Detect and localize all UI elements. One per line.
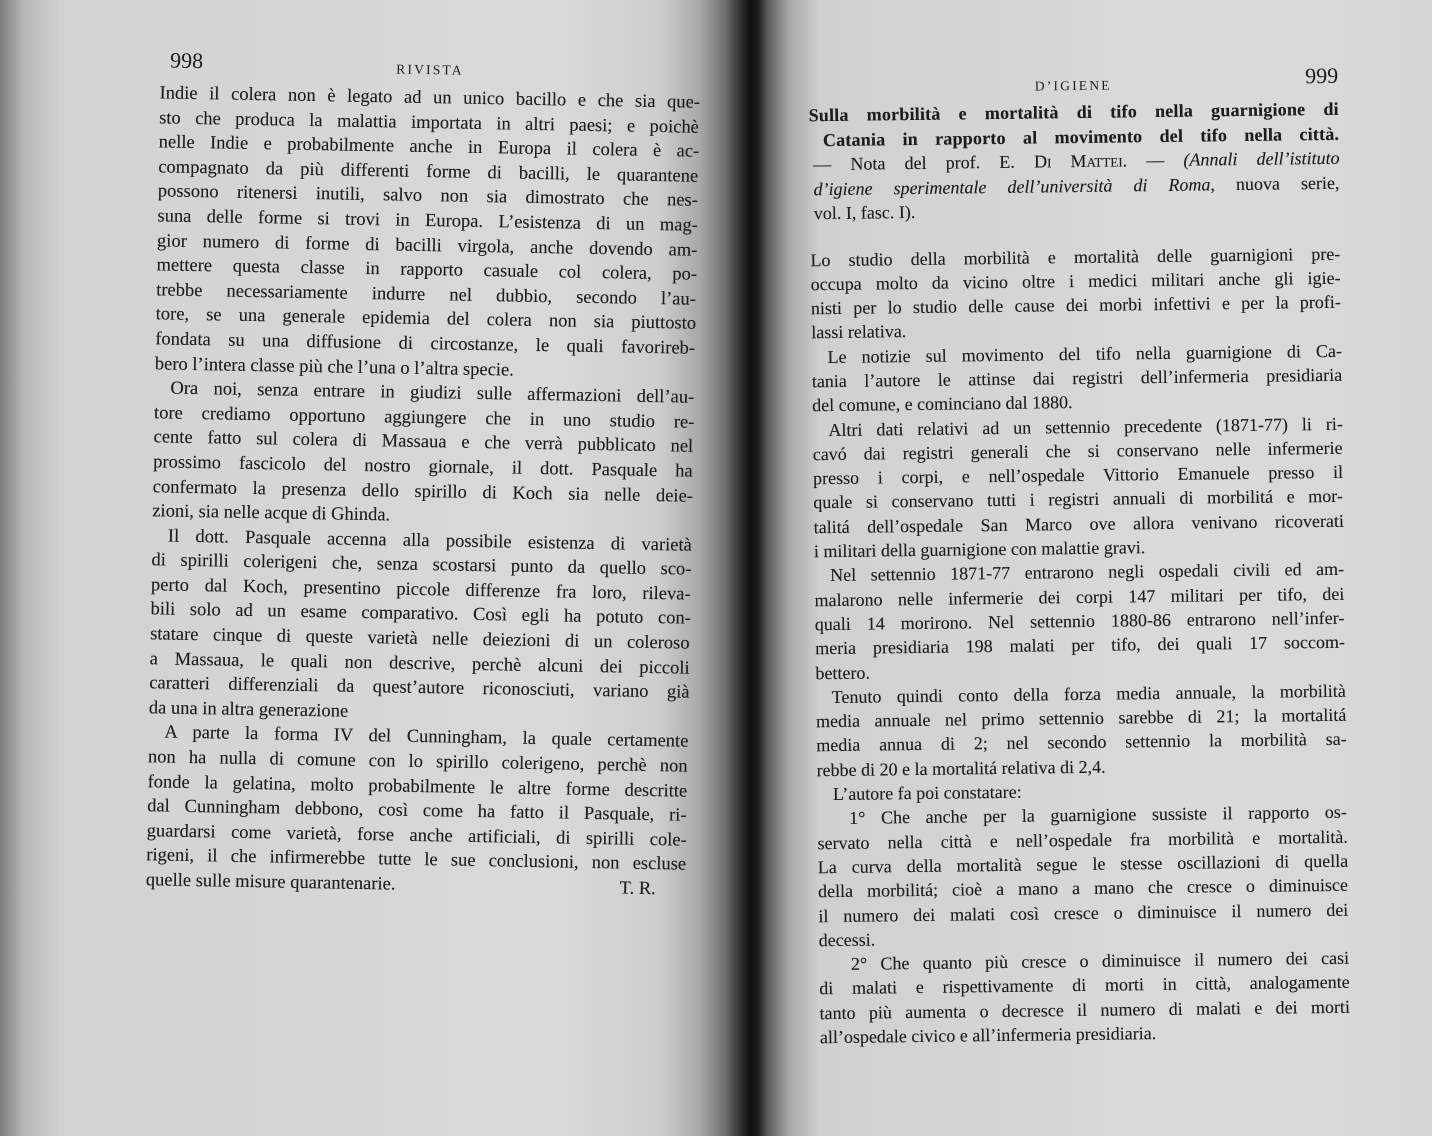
text-line-content: prossimo fascicolo del nostro giornale, il dott. Pasquale ha	[152, 452, 693, 482]
text-line-content: tore, se una generale epidemia del colera non sia piuttosto	[155, 304, 697, 335]
text-line-content: A parte la forma IV del Cunningham, la quale certamente	[164, 722, 689, 753]
text-line-content: guardarsi come varietà, forse anche artificiali, di spirilli cole-	[146, 821, 687, 851]
text-line-content: 2° Che quanto più cresce o diminuisce il numero dei casi	[850, 947, 1350, 974]
text-line-content: perto dal Koch, presentino piccole differenze fra loro, rileva-	[150, 575, 691, 605]
text-line-content: rigeni, il che infirmerebbe tutte le sue conclusioni, non escluse	[146, 845, 687, 876]
article-citation-text: vol. I, fasc. I).	[813, 201, 916, 224]
text-line-content: lassi relativa.	[811, 321, 907, 343]
text-line-content: nelle Indie e probabilmente anche in Europa il colera è ac-	[158, 132, 700, 162]
text-line-content: cavó dai registri generali che si conservano nelle infermerie	[812, 437, 1343, 465]
text-line-content: tanto più aumenta o decresce il numero di malati e dei morti	[819, 996, 1351, 1023]
text-line-content: mettere questa classe in rapporto casuale col colera, po-	[156, 255, 698, 285]
text-line-content: rebbe di 20 e la mortalitá relativa di 2,4.	[816, 756, 1106, 780]
text-line-content: compagnato da più differenti forme di bacilli, le quarantene	[158, 157, 699, 187]
text-line-content: talitá dell’ospedale San Marco ove allora venivano ricoverati	[813, 510, 1345, 538]
text-line-content: possono ritenersi inutili, salvo non sia dimostrato che nes-	[157, 181, 699, 212]
text-line-content: bili solo ad un esame comparativo. Così egli ha potuto con-	[150, 599, 692, 630]
text-line-content: Tenuto quindi conto della forza media annuale, la morbilità	[831, 680, 1346, 707]
running-head: RIVISTA	[396, 61, 464, 78]
text-line-content: La curva della mortalità segue le stesse oscillazioni di quella	[817, 850, 1349, 878]
citation-author: Di Mattei	[1033, 150, 1123, 172]
text-line-content: Lo studio della morbilità e mortalità delle guarnigioni pre-	[810, 243, 1341, 270]
text-line-content: non ha nulla di comune con lo spirillo colerigeno, perchè non	[147, 747, 688, 777]
author-initials: T. R.	[619, 878, 656, 900]
text-line-content: media annua di 2; nel secondo settennio la morbilità sa-	[816, 729, 1347, 756]
text-line-content: del comune, e cominciano dal 1880.	[812, 392, 1073, 416]
page-header	[808, 59, 1338, 103]
text-line-content: Ora noi, senza entrare in giudizi sulle affermazioni dell’au-	[170, 378, 695, 408]
text-line-content: decessi.	[818, 929, 876, 951]
text-line-content: sto che produca la malattia importata in altri paesi; e poichè	[158, 107, 700, 138]
left-page	[146, 45, 701, 902]
text-line-content: di spirilli colerigeni che, senza scostarsi punto da quello sco-	[151, 550, 692, 580]
citation-journal: d’igiene sperimentale dell’università di Roma	[813, 173, 1211, 199]
running-head: D’IGIENE	[1034, 77, 1112, 94]
text-line-content: fondata su una diffusione di circostanze, le quali favorireb-	[155, 329, 696, 359]
citation-series: , nuova serie,	[1210, 172, 1340, 194]
text-line-content: della morbilitá; cioè a mano a mano che cresce o diminuisce	[817, 874, 1349, 902]
text-line-content: il numero dei malati così cresce o diminuisce il numero dei	[818, 899, 1349, 926]
text-line-content: servato nella città e nell’ospedale fra morbilità e mortalità.	[817, 826, 1348, 853]
text-line-content: Il dott. Pasquale accenna alla possibile esistenza di varietà	[167, 526, 692, 556]
text-line-content: quali 14 morirono. Nel settennio 1880-86 entrarono nell’infer-	[814, 607, 1345, 635]
text-line-content: Indie il colera non è legato ad un unico bacillo e che sia que-	[159, 83, 701, 113]
text-line-content: confermato la presenza dello spirillo di Koch sia nelle deie-	[152, 476, 694, 507]
citation-separator: . —	[1122, 149, 1184, 171]
text-line-content: fonde la gelatina, molto probabilmente le altre forme descritte	[147, 771, 688, 802]
text-line-content: presso i corpi, e nell’ospedale Vittorio Emanuele presso il	[812, 461, 1344, 489]
text-line-content: meria presidiaria 198 malati per tifo, dei quali 17 soccom-	[815, 632, 1346, 659]
text-line-content: cente fatto sul colera di Massaua e che verrà pubblicato nel	[153, 427, 694, 458]
article-title-text: Sulla morbilità e mortalità di tifo nella guarnigione di	[808, 98, 1339, 126]
citation-prefix: — Nota del prof. E.	[813, 151, 1035, 175]
text-line-content: statare cinque di queste varietà nelle deiezioni di un coleroso	[149, 624, 690, 654]
text-line-content: trebbe necessariamente indurre nel dubbio, secondo l’au-	[155, 280, 697, 310]
text-line-content: gior numero di forme di bacilli virgola, anche dovendo am-	[156, 230, 698, 261]
text-line-content: Altri dati relativi ad un settennio precedente (1871-77) li ri-	[828, 413, 1343, 440]
text-line-content: tore crediamo opportuno aggiungere che in uno studio re-	[153, 403, 695, 433]
text-line-content: zioni, sia nelle acque di Ghinda.	[152, 501, 391, 526]
text-line-content: suna delle forme si trovi in Europa. L’esistenza di un mag-	[157, 206, 698, 236]
page-number: 999	[1305, 62, 1339, 89]
text-line-content: dal Cunningham debbono, così come ha fatto il Pasquale, ri-	[146, 796, 687, 826]
text-line-content: da una in altra generazione	[148, 698, 349, 722]
text-line-content: all’ospedale civico e all’infermeria presidiaria.	[819, 1023, 1157, 1048]
citation-journal: (Annali dell’istituto	[1183, 147, 1340, 170]
text-line-content: 1° Che anche per la guarnigione sussiste il rapporto os-	[849, 802, 1347, 829]
article-title-text: Catania in rapporto al movimento del tifo nella città.	[822, 123, 1340, 150]
text-line-content: quale si conservano tutti i registri annuali di morbilitá e mor-	[813, 486, 1343, 513]
right-page	[808, 59, 1350, 1050]
text-line-content: occupa molto da vicino oltre i medici militari anche gli igie-	[810, 267, 1341, 295]
text-line	[820, 1019, 1350, 1050]
text-line-content: quelle sulle misure quarantenarie.	[145, 870, 396, 895]
text-line-content: tania l’autore le attinse dai registri dell’infermeria presidiaria	[811, 364, 1343, 392]
text-line-content: a Massaua, le quali non descrive, perchè alcuni dei piccoli	[149, 648, 690, 679]
text-line-content: bettero.	[815, 662, 871, 683]
text-line-content: media annuale nel primo settennio sarebbe di 21; la mortalitá	[815, 704, 1347, 732]
text-line-content: Nel settennio 1871-77 entrarono negli ospedali civili ed am-	[830, 559, 1345, 586]
text-line-content: caratteri differenziali da quest’autore riconosciuti, variano già	[149, 673, 690, 703]
text-line-content: malarono nelle infermerie dei corpi 147 militari per tifo, dei	[814, 583, 1345, 610]
text-line-content: di malati e rispettivamente di morti in città, analogamente	[819, 972, 1350, 999]
text-line-content: bero l’intera classe più che l’una o l’altra specie.	[154, 353, 515, 381]
text-line-content: nisti per lo studio delle cause dei morbi infettivi e per la profi-	[810, 291, 1341, 319]
text-line-content: i militari della guarnigione con malattie gravi.	[813, 537, 1146, 562]
page-number: 998	[169, 47, 204, 74]
text-line-content: Le notizie sul movimento del tifo nella guarnigione di Ca-	[827, 340, 1343, 367]
text-line-content: L’autore fa poi constatare:	[832, 781, 1022, 805]
